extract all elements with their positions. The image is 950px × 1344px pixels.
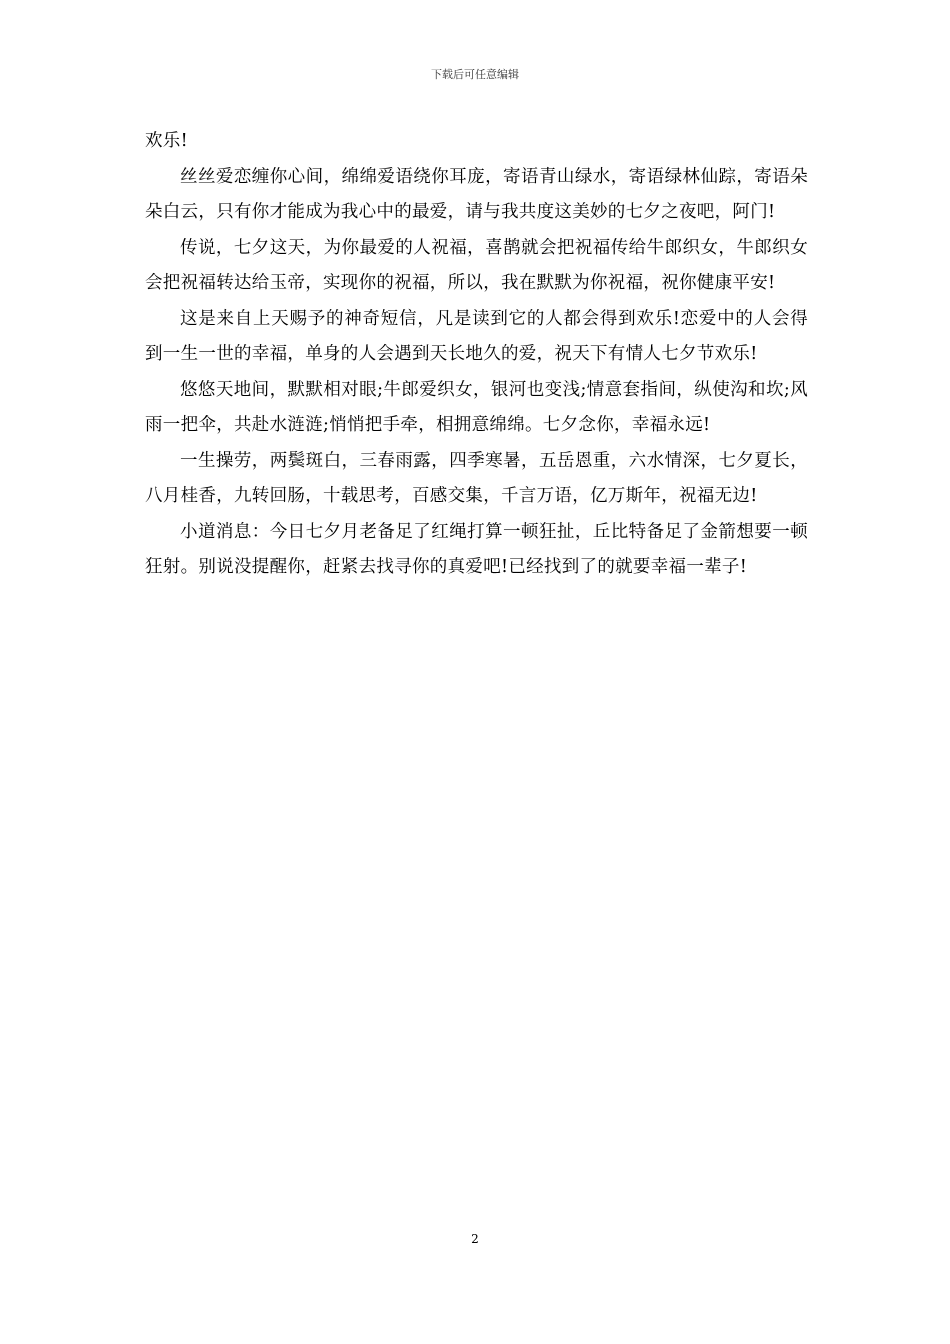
paragraph: 一生操劳，两鬓斑白，三春雨露，四季寒暑，五岳恩重，六水情深，七夕夏长，八月桂香，九转回肠，十载思考，百感交集，千言万语，亿万斯年，祝福无边! — [145, 450, 808, 506]
page-number: 2 — [471, 1232, 479, 1246]
page-header: 下载后可任意编辑 — [431, 68, 519, 81]
paragraph: 小道消息：今日七夕月老备足了红绳打算一顿狂扯，丘比特备足了金箭想要一顿狂射。别说没提醒你，赶紧去找寻你的真爱吧!已经找到了的就要幸福一辈子! — [145, 521, 808, 577]
document-body — [145, 124, 808, 586]
paragraph: 悠悠天地间，默默相对眼;牛郎爱织女，银河也变浅;情意套指间，纵使沟和坎;风雨一把伞，共赴水涟涟;悄悄把手牵，相拥意绵绵。七夕念你，幸福永远! — [145, 379, 808, 435]
paragraph: 丝丝爱恋缠你心间，绵绵爱语绕你耳庞，寄语青山绿水，寄语绿林仙踪，寄语朵朵白云，只有你才能成为我心中的最爱，请与我共度这美妙的七夕之夜吧，阿门! — [145, 166, 808, 222]
paragraph-continuation: 欢乐! — [145, 131, 188, 151]
paragraph: 传说，七夕这天，为你最爱的人祝福，喜鹊就会把祝福传给牛郎织女，牛郎织女会把祝福转达给玉帝，实现你的祝福，所以，我在默默为你祝福，祝你健康平安! — [145, 237, 808, 293]
paragraph: 这是来自上天赐予的神奇短信，凡是读到它的人都会得到欢乐!恋爱中的人会得到一生一世的幸福，单身的人会遇到天长地久的爱，祝天下有情人七夕节欢乐! — [145, 308, 808, 364]
